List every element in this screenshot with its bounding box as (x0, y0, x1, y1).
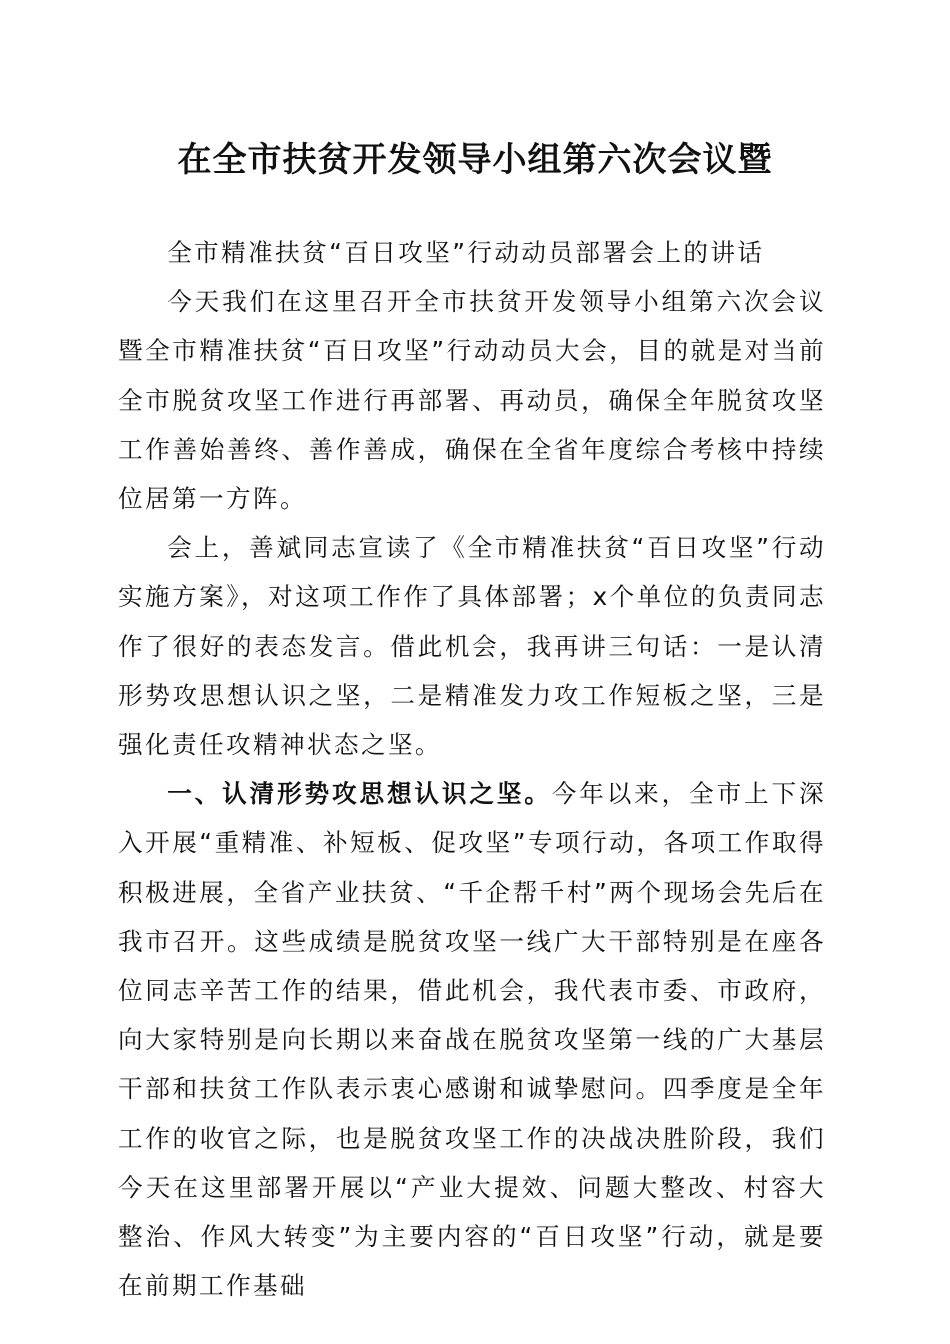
section-heading: 一、认清形势攻思想认识之坚。 (167, 779, 552, 809)
document-body (118, 228, 826, 1310)
paragraph: 今天我们在这里召开全市扶贫开发领导小组第六次会议暨全市精准扶贫“百日攻坚”行动动员大会，目的就是对当前全市脱贫攻坚工作进行再部署、再动员，确保全年脱贫攻坚工作善始善终、善作善成，确保在全省年度综合考核中持续位居第一方阵。 (118, 287, 826, 514)
subtitle-line: 全市精准扶贫“百日攻坚”行动动员部署会上的讲话 (167, 238, 765, 267)
paragraph: 会上，善斌同志宣读了《全市精准扶贫“百日攻坚”行动实施方案》，对这项工作作了具体部署；x个单位的负责同志作了很好的表态发言。借此机会，我再讲三句话：一是认清形势攻思想认识之坚，二是精准发力攻工作短板之坚，三是强化责任攻精神状态之坚。 (118, 533, 826, 760)
paragraph-with-heading (118, 769, 826, 1310)
section-body-text: 今年以来，全市上下深入开展“重精准、补短板、促攻坚”专项行动，各项工作取得积极进展，全省产业扶贫、“千企帮千村”两个现场会先后在我市召开。这些成绩是脱贫攻坚一线广大干部特别是在座各位同志辛苦工作的结果，借此机会，我代表市委、市政府，向大家特别是向长期以来奋战在脱贫攻坚第一线的广大基层干部和扶贫工作队表示衷心感谢和诚挚慰问。四季度是全年工作的收官之际，也是脱贫攻坚工作的决战决胜阶段，我们今天在这里部署开展以“产业大提效、问题大整改、村容大整治、作风大转变”为主要内容的“百日攻坚”行动，就是要在前期工作基础 (118, 779, 826, 1301)
document-title: 在全市扶贫开发领导小组第六次会议暨 (177, 140, 773, 180)
